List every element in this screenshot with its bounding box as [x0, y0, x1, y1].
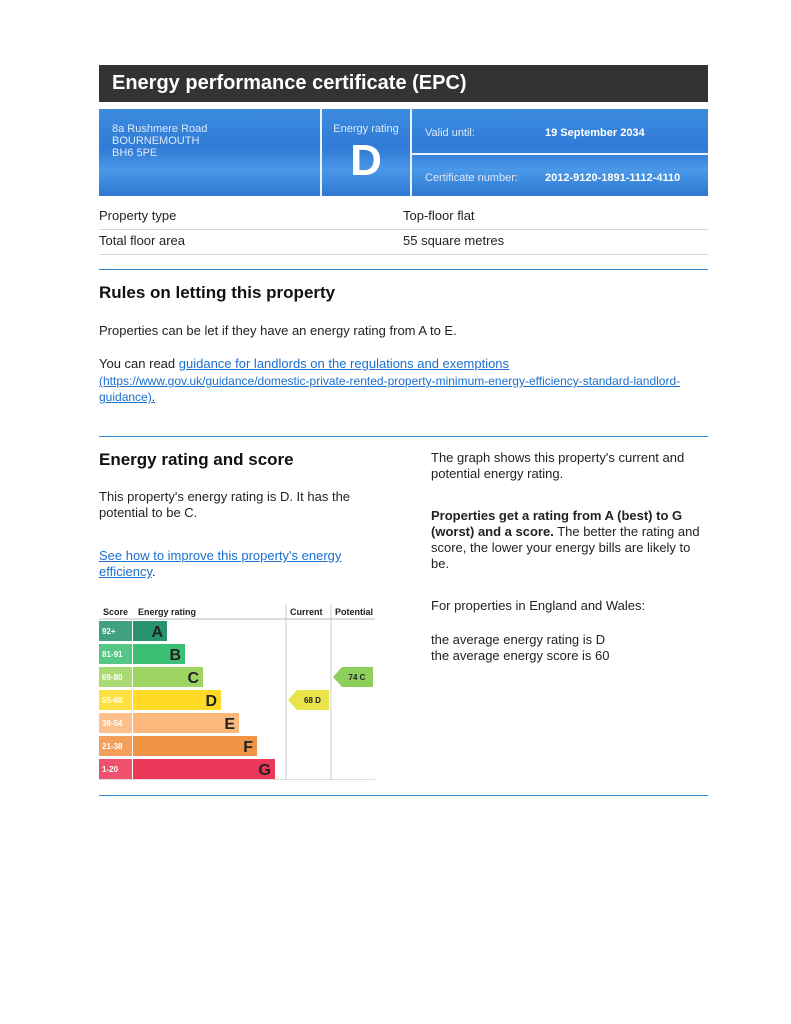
section-divider	[99, 269, 708, 270]
property-type-row	[99, 204, 708, 230]
rating-scale-bold: Properties get a rating from A (best) to G (worst) and a score.	[431, 508, 683, 539]
region-text: For properties in England and Wales:	[431, 598, 646, 613]
floor-area-label: Total floor area	[99, 233, 185, 248]
certificate-number-label: Certificate number:	[425, 172, 518, 184]
band-bar-g	[133, 759, 275, 779]
header-energy-rating: Energy rating	[138, 607, 197, 617]
address-line-2: BOURNEMOUTH	[112, 135, 200, 147]
band-range-label-c: 69-80	[102, 673, 123, 682]
band-bar-f	[133, 736, 257, 756]
rating-heading: Energy rating and score	[99, 450, 294, 469]
rating-scale-rest: The better the rating and score, the lower your energy bills are likely to be.	[431, 524, 700, 571]
certificate-title: Energy performance certificate (EPC)	[99, 65, 708, 102]
certificate-number-value: 2012-9120-1891-1112-4110	[545, 172, 681, 184]
band-range-label-f: 21-38	[102, 742, 123, 751]
letting-text: Properties can be let if they have an energy rating from A to E.	[99, 323, 457, 338]
band-range-label-d: 55-68	[102, 696, 123, 705]
band-letter-d: D	[205, 693, 217, 710]
valid-until-value: 19 September 2034	[545, 127, 645, 139]
section-divider	[99, 795, 708, 796]
header-current: Current	[290, 607, 323, 617]
header-potential: Potential	[335, 607, 374, 617]
band-range-label-e: 39-54	[102, 719, 123, 728]
panel-divider	[412, 153, 708, 155]
potential-rating-label: 74 C	[348, 673, 366, 682]
certificate-summary-panel	[99, 109, 708, 196]
band-letter-a: A	[151, 624, 163, 641]
energy-rating-chart	[99, 604, 375, 780]
average-rating	[431, 632, 709, 664]
band-range-label-b: 81-91	[102, 650, 123, 659]
address-line-3: BH6 5PE	[112, 147, 158, 159]
graph-explanation: The graph shows this property's current and potential energy rating.	[431, 450, 685, 481]
rating-text: This property's energy rating is D. It has the potential to be C.	[99, 489, 351, 520]
current-rating-label: 68 D	[304, 696, 321, 705]
band-letter-b: B	[169, 647, 181, 664]
band-letter-e: E	[224, 716, 235, 733]
guidance-url[interactable]	[99, 373, 714, 405]
address-line-1: 8a Rushmere Road	[112, 123, 208, 135]
letting-heading: Rules on letting this property	[99, 283, 336, 302]
band-letter-g: G	[258, 762, 271, 779]
band-range-label-g: 1-20	[102, 765, 119, 774]
guidance-paragraph	[99, 356, 708, 372]
floor-area-value: 55 square metres	[403, 233, 505, 248]
property-type-label: Property type	[99, 208, 177, 223]
improve-paragraph	[99, 548, 374, 580]
section-divider	[99, 436, 708, 437]
band-bar-e	[133, 713, 239, 733]
improve-link[interactable]: See how to improve this property's energy efficiency	[99, 548, 342, 579]
energy-rating-label: Energy rating	[333, 123, 399, 135]
guidance-url-line-1[interactable]: (https://www.gov.uk/guidance/domestic-private-rented-property-minimum-energy-efficiency-standard-landlord-	[99, 374, 681, 388]
band-letter-c: C	[187, 670, 199, 687]
average-rating-line: the average energy rating is D	[431, 632, 606, 647]
guidance-link[interactable]: guidance for landlords on the regulations and exemptions	[178, 356, 510, 371]
rating-scale-explanation	[431, 508, 709, 572]
floor-area-row	[99, 229, 708, 255]
band-letter-f: F	[243, 739, 253, 756]
property-type-value: Top-floor flat	[403, 208, 475, 223]
band-range-label-a: 92+	[102, 627, 116, 636]
improve-suffix: .	[152, 564, 156, 579]
valid-until-label: Valid until:	[425, 127, 475, 139]
average-score-line: the average energy score is 60	[431, 648, 610, 663]
guidance-prefix: You can read	[99, 356, 179, 371]
energy-rating-letter: D	[350, 136, 382, 185]
guidance-suffix: .	[151, 390, 156, 404]
property-address	[112, 123, 207, 159]
header-score: Score	[103, 607, 129, 617]
guidance-url-line-2[interactable]: guidance)	[99, 390, 152, 404]
